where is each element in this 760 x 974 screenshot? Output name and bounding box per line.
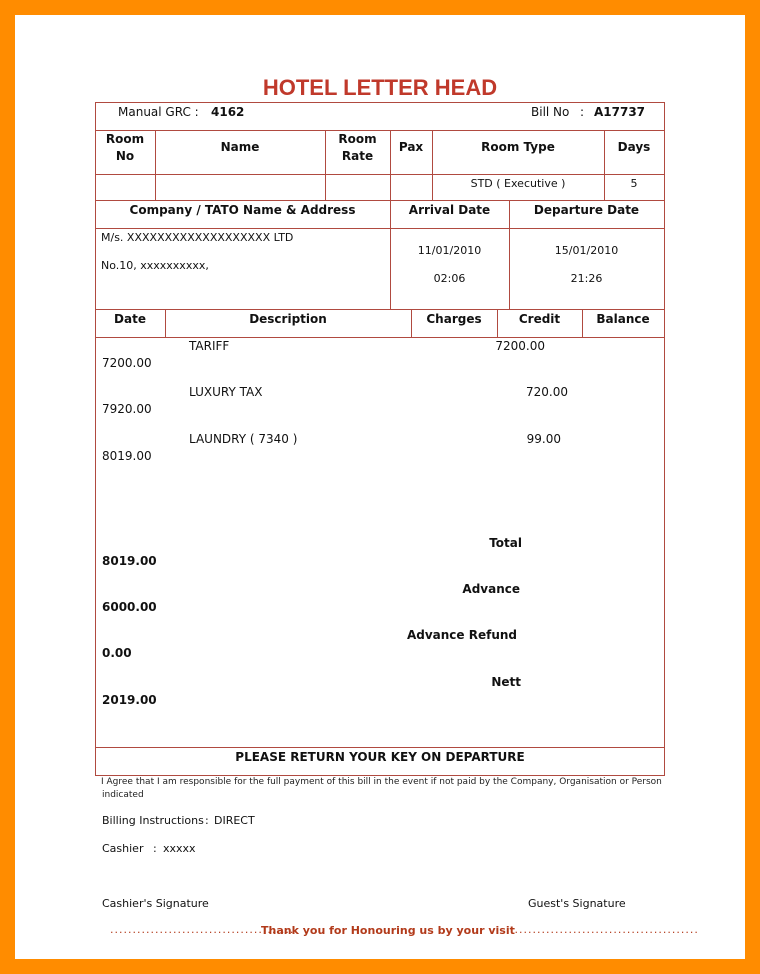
total-value: 8019.00 <box>102 554 157 568</box>
billing-instructions-label: Billing Instructions <box>102 814 204 827</box>
header-description: Description <box>249 312 327 326</box>
item-description: LAUNDRY ( 7340 ) <box>189 432 298 446</box>
grc-label: Manual GRC : <box>118 105 199 119</box>
rule-room-header <box>95 174 665 175</box>
page-title: HOTEL LETTER HEAD <box>262 75 498 100</box>
departure-date: 15/01/2010 <box>554 244 619 257</box>
cell-days: 5 <box>630 177 638 190</box>
rule-top <box>95 102 665 103</box>
cashier-separator: : <box>153 842 157 855</box>
bill-value: A17737 <box>594 105 646 119</box>
guest-signature-label: Guest's Signature <box>528 897 626 910</box>
header-room-no <box>95 131 155 165</box>
item-running-balance: 7920.00 <box>102 402 152 416</box>
footer-dots-right: .......................................... <box>510 923 699 936</box>
header-room-no-line2: No <box>115 149 135 163</box>
arrival-date: 11/01/2010 <box>417 244 482 257</box>
rule-notice-top <box>95 747 665 748</box>
header-room-no-line1: Room <box>105 132 145 146</box>
advance-refund-label: Advance Refund <box>406 628 517 642</box>
cashier-signature-label: Cashier's Signature <box>102 897 209 910</box>
item-amount: 7200.00 <box>495 339 545 353</box>
item-amount: 99.00 <box>526 432 561 446</box>
agreement-line1: I Agree that I am responsible for the full payment of this bill in the event if not paid by the Company, Organisation or Person <box>101 777 662 787</box>
departure-time: 21:26 <box>570 272 603 285</box>
advance-value: 6000.00 <box>102 600 157 614</box>
cashier-label: Cashier <box>102 842 144 855</box>
header-room-rate-line2: Rate <box>341 149 374 163</box>
cell-room-type: STD ( Executive ) <box>470 177 566 190</box>
bill-separator: : <box>580 105 585 119</box>
advance-label: Advance <box>462 582 520 596</box>
item-description: TARIFF <box>189 339 230 353</box>
grc-value: 4162 <box>211 105 245 119</box>
company-name: M/s. XXXXXXXXXXXXXXXXXXX LTD <box>101 231 294 244</box>
header-departure: Departure Date <box>533 203 640 217</box>
rule-room-row <box>95 200 665 201</box>
item-running-balance: 7200.00 <box>102 356 152 370</box>
company-address: No.10, xxxxxxxxxx, <box>101 259 209 272</box>
rule-company-body <box>95 309 665 310</box>
billing-instructions-separator: : <box>205 814 209 827</box>
total-label: Total <box>489 536 522 550</box>
header-room-type: Room Type <box>481 140 555 154</box>
header-days: Days <box>617 140 651 154</box>
header-room-rate <box>325 131 390 165</box>
bill-label: Bill No <box>531 105 570 119</box>
item-running-balance: 8019.00 <box>102 449 152 463</box>
billing-instructions-value: DIRECT <box>214 814 255 827</box>
nett-value: 2019.00 <box>102 693 157 707</box>
advance-refund-value: 0.00 <box>102 646 132 660</box>
footer-dots-left: .......................................... <box>110 923 299 936</box>
header-balance: Balance <box>596 312 650 326</box>
cashier-value: xxxxx <box>163 842 196 855</box>
frame-right <box>664 102 665 776</box>
rule-charges-header <box>95 337 665 338</box>
rule-company-header <box>95 228 665 229</box>
rule-notice-bottom <box>95 775 665 776</box>
header-pax: Pax <box>398 140 424 154</box>
bill-page <box>15 15 745 959</box>
key-return-notice: PLEASE RETURN YOUR KEY ON DEPARTURE <box>235 750 525 764</box>
header-name: Name <box>220 140 260 154</box>
agreement-line2: indicated <box>102 790 144 800</box>
item-amount: 720.00 <box>526 385 568 399</box>
item-description: LUXURY TAX <box>189 385 263 399</box>
header-credit: Credit <box>518 312 561 326</box>
header-company: Company / TATO Name & Address <box>129 203 356 217</box>
header-date: Date <box>114 312 146 326</box>
header-arrival: Arrival Date <box>408 203 491 217</box>
header-charges: Charges <box>426 312 482 326</box>
arrival-time: 02:06 <box>433 272 466 285</box>
header-room-rate-line1: Room <box>338 132 377 146</box>
nett-label: Nett <box>491 675 521 689</box>
footer-thank-you: Thank you for Honouring us by your visit <box>261 924 515 937</box>
